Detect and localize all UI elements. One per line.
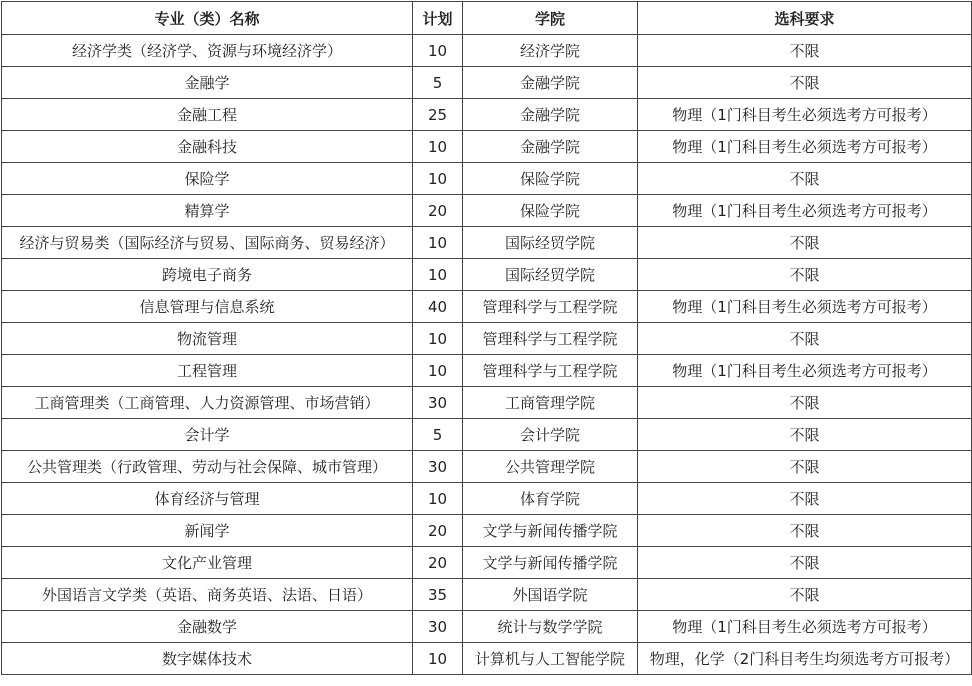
plan-cell: 20 [413, 195, 463, 227]
major-name-cell: 金融数学 [2, 611, 413, 643]
subject-requirement-cell: 不限 [638, 259, 972, 291]
college-cell: 管理科学与工程学院 [463, 355, 638, 387]
subject-requirement-cell: 物理，化学（2门科目考生均须选考方可报考） [638, 643, 972, 675]
subject-requirement-cell: 不限 [638, 35, 972, 67]
table-row [2, 643, 972, 675]
table-row [2, 419, 972, 451]
header-plan: 计划 [413, 2, 463, 35]
table-row [2, 259, 972, 291]
table-row [2, 483, 972, 515]
college-cell: 会计学院 [463, 419, 638, 451]
subject-requirement-cell: 不限 [638, 579, 972, 611]
major-name-cell: 跨境电子商务 [2, 259, 413, 291]
plan-cell: 10 [413, 131, 463, 163]
major-name-cell: 体育经济与管理 [2, 483, 413, 515]
plan-cell: 20 [413, 515, 463, 547]
subject-requirement-cell: 不限 [638, 163, 972, 195]
table-row [2, 611, 972, 643]
table-row [2, 227, 972, 259]
table-row [2, 195, 972, 227]
subject-requirement-cell: 物理（1门科目考生必须选考方可报考） [638, 291, 972, 323]
header-row [2, 2, 972, 35]
plan-cell: 10 [413, 163, 463, 195]
table-row [2, 67, 972, 99]
subject-requirement-cell: 不限 [638, 227, 972, 259]
table-row [2, 131, 972, 163]
table-row [2, 323, 972, 355]
plan-cell: 40 [413, 291, 463, 323]
plan-cell: 10 [413, 355, 463, 387]
plan-cell: 35 [413, 579, 463, 611]
major-name-cell: 信息管理与信息系统 [2, 291, 413, 323]
major-name-cell: 金融科技 [2, 131, 413, 163]
table-row [2, 547, 972, 579]
subject-requirement-cell: 不限 [638, 387, 972, 419]
major-name-cell: 精算学 [2, 195, 413, 227]
subject-requirement-cell: 不限 [638, 323, 972, 355]
plan-cell: 10 [413, 227, 463, 259]
college-cell: 外国语学院 [463, 579, 638, 611]
college-cell: 公共管理学院 [463, 451, 638, 483]
table-row [2, 35, 972, 67]
major-name-cell: 保险学 [2, 163, 413, 195]
major-name-cell: 外国语言文学类（英语、商务英语、法语、日语） [2, 579, 413, 611]
subject-requirement-cell: 不限 [638, 67, 972, 99]
majors-table [1, 1, 972, 675]
table-row [2, 515, 972, 547]
subject-requirement-cell: 物理（1门科目考生必须选考方可报考） [638, 355, 972, 387]
college-cell: 管理科学与工程学院 [463, 291, 638, 323]
table-row [2, 163, 972, 195]
major-name-cell: 公共管理类（行政管理、劳动与社会保障、城市管理） [2, 451, 413, 483]
college-cell: 文学与新闻传播学院 [463, 547, 638, 579]
college-cell: 国际经贸学院 [463, 227, 638, 259]
plan-cell: 10 [413, 483, 463, 515]
college-cell: 文学与新闻传播学院 [463, 515, 638, 547]
plan-cell: 20 [413, 547, 463, 579]
major-name-cell: 会计学 [2, 419, 413, 451]
college-cell: 工商管理学院 [463, 387, 638, 419]
subject-requirement-cell: 物理（1门科目考生必须选考方可报考） [638, 611, 972, 643]
table-row [2, 291, 972, 323]
plan-cell: 10 [413, 323, 463, 355]
table-row [2, 451, 972, 483]
major-name-cell: 金融工程 [2, 99, 413, 131]
major-name-cell: 新闻学 [2, 515, 413, 547]
plan-cell: 5 [413, 67, 463, 99]
table-row [2, 387, 972, 419]
major-name-cell: 工商管理类（工商管理、人力资源管理、市场营销） [2, 387, 413, 419]
major-name-cell: 物流管理 [2, 323, 413, 355]
header-college: 学院 [463, 2, 638, 35]
header-major-name: 专业（类）名称 [2, 2, 413, 35]
table-row [2, 355, 972, 387]
major-name-cell: 金融学 [2, 67, 413, 99]
major-name-cell: 文化产业管理 [2, 547, 413, 579]
subject-requirement-cell: 不限 [638, 483, 972, 515]
plan-cell: 10 [413, 259, 463, 291]
major-name-cell: 数字媒体技术 [2, 643, 413, 675]
subject-requirement-cell: 不限 [638, 419, 972, 451]
college-cell: 金融学院 [463, 99, 638, 131]
subject-requirement-cell: 物理（1门科目考生必须选考方可报考） [638, 131, 972, 163]
header-subject-requirement: 选科要求 [638, 2, 972, 35]
plan-cell: 10 [413, 643, 463, 675]
college-cell: 管理科学与工程学院 [463, 323, 638, 355]
plan-cell: 10 [413, 35, 463, 67]
subject-requirement-cell: 不限 [638, 451, 972, 483]
major-name-cell: 经济学类（经济学、资源与环境经济学） [2, 35, 413, 67]
plan-cell: 25 [413, 99, 463, 131]
subject-requirement-cell: 物理（1门科目考生必须选考方可报考） [638, 99, 972, 131]
plan-cell: 30 [413, 451, 463, 483]
subject-requirement-cell: 不限 [638, 547, 972, 579]
college-cell: 计算机与人工智能学院 [463, 643, 638, 675]
subject-requirement-cell: 不限 [638, 515, 972, 547]
major-name-cell: 工程管理 [2, 355, 413, 387]
college-cell: 统计与数学学院 [463, 611, 638, 643]
college-cell: 经济学院 [463, 35, 638, 67]
plan-cell: 30 [413, 611, 463, 643]
major-name-cell: 经济与贸易类（国际经济与贸易、国际商务、贸易经济） [2, 227, 413, 259]
college-cell: 保险学院 [463, 163, 638, 195]
plan-cell: 30 [413, 387, 463, 419]
table-body [2, 35, 972, 675]
college-cell: 国际经贸学院 [463, 259, 638, 291]
plan-cell: 5 [413, 419, 463, 451]
table-row [2, 99, 972, 131]
table-row [2, 579, 972, 611]
college-cell: 体育学院 [463, 483, 638, 515]
college-cell: 金融学院 [463, 131, 638, 163]
college-cell: 金融学院 [463, 67, 638, 99]
subject-requirement-cell: 物理（1门科目考生必须选考方可报考） [638, 195, 972, 227]
college-cell: 保险学院 [463, 195, 638, 227]
